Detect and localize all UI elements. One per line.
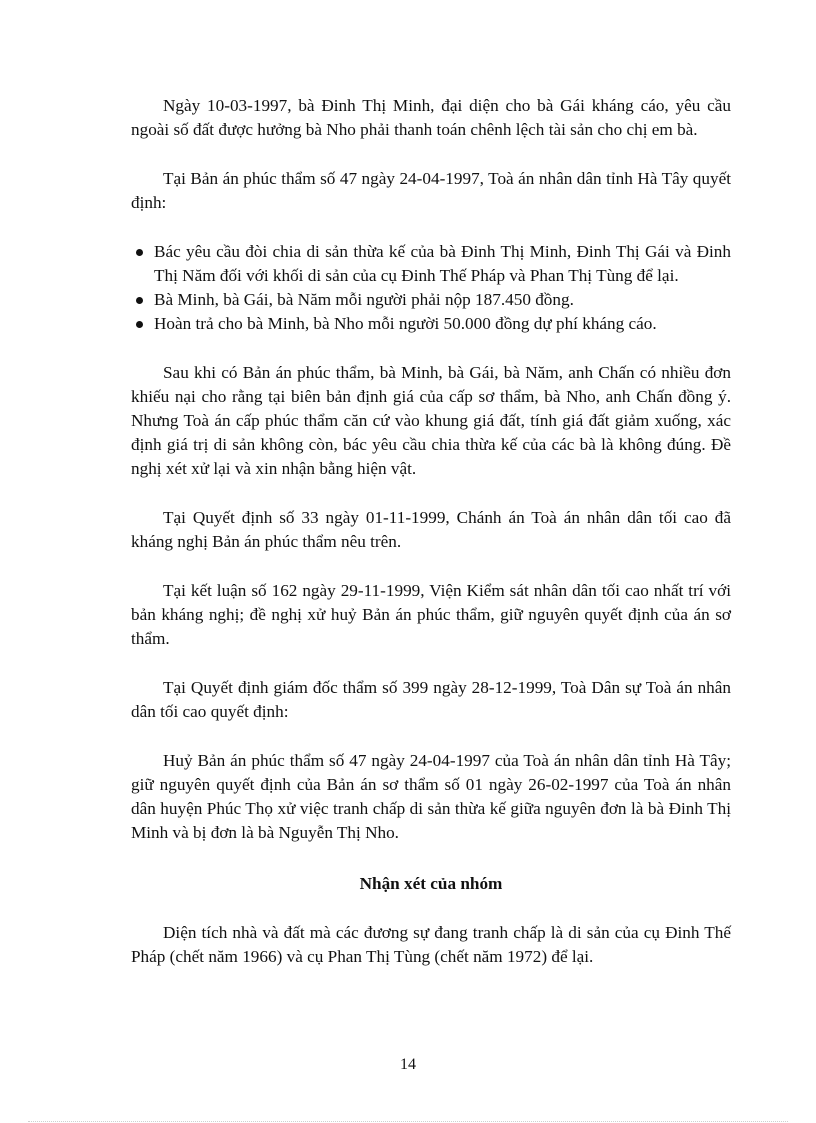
paragraph-cassation-decision: Tại Quyết định giám đốc thẩm số 399 ngày 28-12-1999, Toà Dân sự Toà án nhân dân tối cao quyết định: [131, 678, 731, 721]
bullet-icon [136, 249, 143, 256]
bullet-icon [136, 297, 143, 304]
bullet-icon [136, 321, 143, 328]
list-item: Bác yêu cầu đòi chia di sản thừa kế của bà Đinh Thị Minh, Đinh Thị Gái và Đinh Thị Năm đối với khối di sản của cụ Đinh Thế Pháp và Phan Thị Tùng để lại. [154, 240, 731, 288]
list-item: Bà Minh, bà Gái, bà Năm mỗi người phải nộp 187.450 đồng. [154, 288, 731, 312]
paragraph-procuracy-conclusion: Tại kết luận số 162 ngày 29-11-1999, Viện Kiểm sát nhân dân tối cao nhất trí với bản kháng nghị; đề nghị xử huỷ Bản án phúc thẩm, giữ nguyên quyết định của án sơ thẩm. [131, 581, 731, 648]
paragraph-appellate-judgment: Tại Bản án phúc thẩm số 47 ngày 24-04-1997, Toà án nhân dân tỉnh Hà Tây quyết định: [131, 169, 731, 212]
section-heading: Nhận xét của nhóm [359, 874, 503, 893]
paragraph-appeal-request: Ngày 10-03-1997, bà Đinh Thị Minh, đại diện cho bà Gái kháng cáo, yêu cầu ngoài số đất được hưởng bà Nho phải thanh toán chênh lệch tài sản cho chị em bà. [131, 96, 731, 139]
paragraph-group-comment: Diện tích nhà và đất mà các đương sự đang tranh chấp là di sản của cụ Đinh Thế Pháp (chết năm 1966) và cụ Phan Thị Tùng (chết năm 1972) để lại. [131, 923, 731, 966]
paragraph-protest-decision: Tại Quyết định số 33 ngày 01-11-1999, Chánh án Toà án nhân dân tối cao đã kháng nghị Bản án phúc thẩm nêu trên. [131, 508, 731, 551]
decision-list [131, 240, 731, 336]
document-body [131, 94, 731, 969]
paragraph-ruling: Huỷ Bản án phúc thẩm số 47 ngày 24-04-1997 của Toà án nhân dân tỉnh Hà Tây; giữ nguyên quyết định của Bản án sơ thẩm số 01 ngày 26-02-1997 của Toà án nhân dân huyện Phúc Thọ xử việc tranh chấp di sản thừa kế giữa nguyên đơn là bà Đinh Thị Minh và bị đơn là bà Nguyễn Thị Nho. [131, 751, 731, 842]
list-item: Hoàn trả cho bà Minh, bà Nho mỗi người 50.000 đồng dự phí kháng cáo. [154, 312, 731, 336]
paragraph-complaints: Sau khi có Bản án phúc thẩm, bà Minh, bà Gái, bà Năm, anh Chấn có nhiều đơn khiếu nại cho rằng tại biên bản định giá của cấp sơ thẩm, bà Nho, anh Chấn đồng ý. Nhưng Toà án cấp phúc thẩm căn cứ vào khung giá đất, tính giá đất giảm xuống, xác định giá trị di sản không còn, bác yêu cầu chia thừa kế của các bà là không đúng. Đề nghị xét xử lại và xin nhận bằng hiện vật. [131, 363, 731, 478]
footer-divider [28, 1121, 788, 1122]
page-number: 14 [400, 1056, 416, 1073]
